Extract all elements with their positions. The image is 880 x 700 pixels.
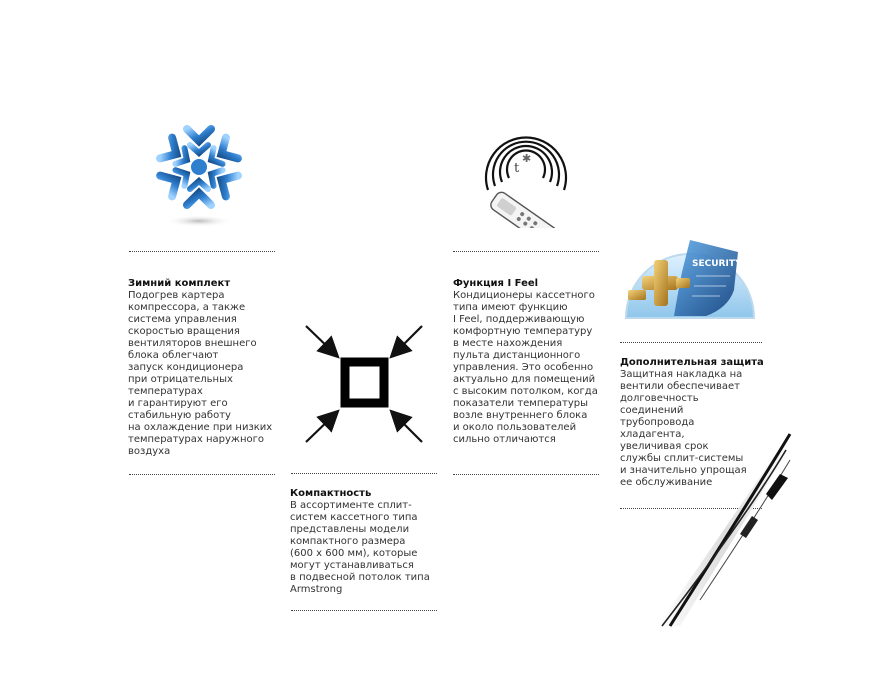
feature-description	[453, 290, 603, 446]
text-line: пульта дистанционного	[453, 350, 581, 361]
text-line: комфортную температуру	[453, 326, 593, 337]
text-line: управления. Это особенно	[453, 362, 594, 373]
text-line: представлены модели	[290, 524, 410, 535]
text-line: В ассортименте сплит-	[290, 500, 412, 511]
text-line: система управления	[128, 314, 237, 325]
divider	[620, 342, 762, 343]
text-line: температурах	[128, 386, 203, 397]
divider	[129, 474, 275, 475]
text-line: ее обслуживание	[620, 477, 713, 488]
text-line: возле внутреннего блока	[453, 410, 588, 421]
feature-description	[128, 290, 278, 458]
text-line: компактного размера	[290, 536, 406, 547]
text-line: I Feel, поддерживающую	[453, 314, 585, 325]
divider	[453, 474, 599, 475]
text-line: трубопровода	[620, 417, 695, 428]
text-line: сильно отличаются	[453, 434, 556, 445]
text-line: блока облегчают	[128, 350, 219, 361]
text-line: в месте нахождения	[453, 338, 563, 349]
text-line: Защитная накладка на	[620, 369, 743, 380]
feature-title: Функция I Feel	[453, 278, 539, 289]
feature-title: Дополнительная защита	[620, 357, 764, 368]
svg-text:✱: ✱	[522, 152, 532, 165]
text-line: Armstrong	[290, 584, 343, 595]
text-line: типа имеют функцию	[453, 302, 568, 313]
text-line: температурах наружного	[128, 434, 264, 445]
decorative-pen-stroke	[640, 430, 792, 630]
text-line: стабильную работу	[128, 410, 231, 421]
text-line: и гарантируют его	[128, 398, 228, 409]
text-line: систем кассетного типа	[290, 512, 418, 523]
feature-compact	[290, 488, 440, 596]
text-line: могут устанавливаться	[290, 560, 414, 571]
divider	[291, 610, 437, 611]
divider	[129, 251, 275, 252]
text-line: скоростью вращения	[128, 326, 240, 337]
text-line: и значительно упрощая	[620, 465, 747, 476]
text-line: в подвесной потолок типа	[290, 572, 430, 583]
remote-control-icon	[470, 110, 582, 228]
feature-winter	[128, 278, 278, 458]
text-line: вентили обеспечивает	[620, 381, 741, 392]
svg-text:t: t	[514, 161, 520, 176]
text-line: (600 х 600 мм), которые	[290, 548, 418, 559]
text-line: показатели температуры	[453, 398, 588, 409]
text-line: соединений	[620, 405, 684, 416]
text-line: Кондиционеры кассетного	[453, 290, 595, 301]
feature-title: Зимний комплект	[128, 278, 231, 289]
text-line: увеличивая срок	[620, 441, 709, 452]
compact-arrows-icon	[302, 322, 426, 446]
feature-title: Компактность	[290, 488, 372, 499]
text-line: Подогрев картера	[128, 290, 225, 301]
text-line: службы сплит-системы	[620, 453, 744, 464]
divider	[291, 473, 437, 474]
shield-label: SECURITY	[692, 259, 742, 269]
text-line: при отрицательных	[128, 374, 233, 385]
text-line: вентиляторов внешнего	[128, 338, 257, 349]
text-line: компрессора, а также	[128, 302, 246, 313]
text-line: запуск кондиционера	[128, 362, 244, 373]
text-line: с высоким потолком, когда	[453, 386, 598, 397]
divider	[453, 251, 599, 252]
feature-ifeel	[453, 278, 603, 446]
text-line: долговечность	[620, 393, 699, 404]
snowflake-icon	[142, 115, 256, 233]
valve-security-icon	[620, 232, 760, 324]
text-line: актуально для помещений	[453, 374, 596, 385]
text-line: на охлаждение при низких	[128, 422, 273, 433]
feature-description	[290, 500, 440, 596]
text-line: воздуха	[128, 446, 171, 457]
text-line: хладагента,	[620, 429, 685, 440]
text-line: и около пользователей	[453, 422, 577, 433]
